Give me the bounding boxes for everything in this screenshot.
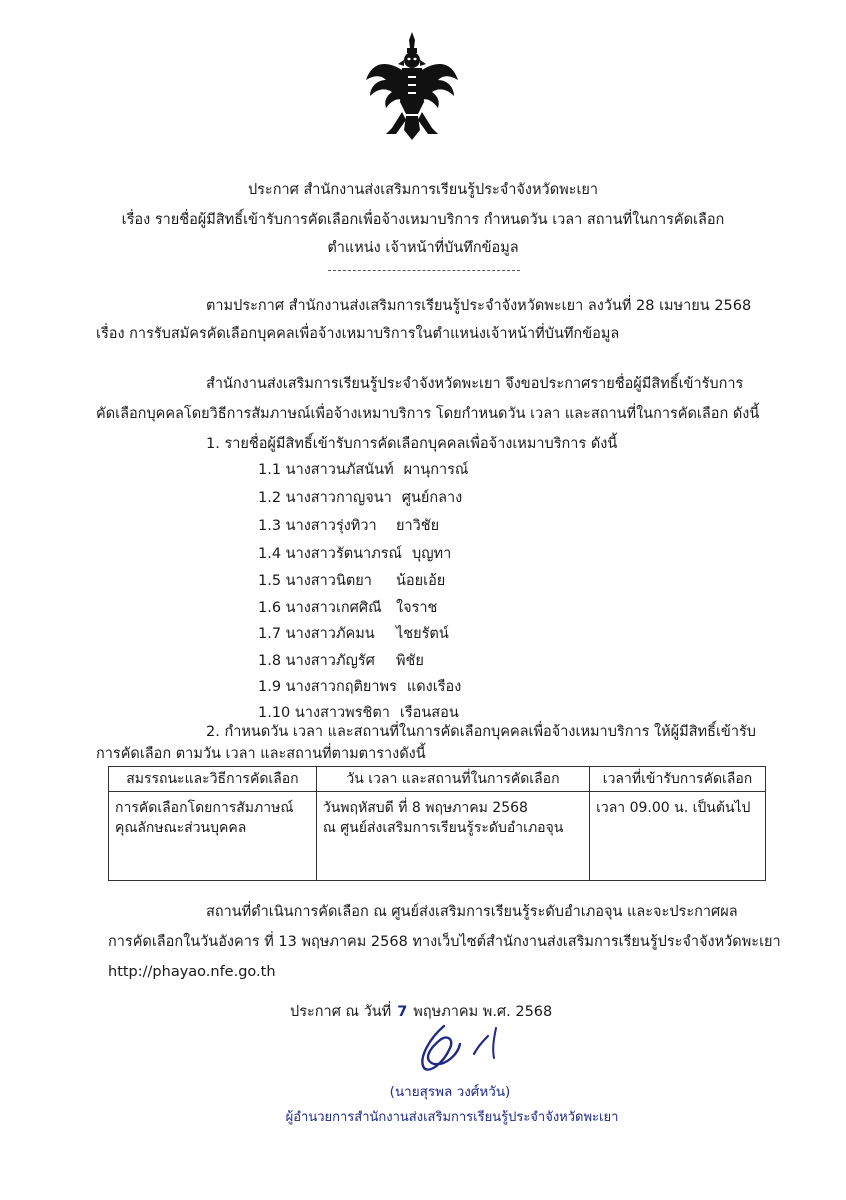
candidate-last-name: ยาวิชัย (396, 518, 440, 534)
candidate-last-name: แดงเรือง (406, 679, 462, 695)
candidate-last-name: บุญทา (412, 546, 452, 562)
candidate-first-name: 1.3 นางสาวรุ่งทิวา (258, 518, 377, 534)
candidate-first-name: 1.6 นางสาวเกศศิณี (258, 600, 382, 616)
candidate-first-name: 1.9 นางสาวกฤติยาพร (258, 679, 397, 695)
candidate-item (258, 703, 459, 723)
candidate-item (258, 544, 451, 564)
candidate-item (258, 624, 449, 644)
announcement-title: ประกาศ สำนักงานส่งเสริมการเรียนรู้ประจำจังหวัดพะเยา (247, 182, 599, 198)
announcement-position: ตำแหน่ง เจ้าหน้าที่บันทึกข้อมูล (327, 240, 519, 256)
candidate-first-name: 1.4 นางสาวรัตนาภรณ์ (258, 546, 402, 562)
candidate-last-name: พิชัย (396, 653, 424, 669)
website-link[interactable]: http://phayao.nfe.go.th (108, 964, 276, 980)
candidate-item (258, 460, 468, 480)
header-divider (328, 270, 520, 271)
candidate-item (258, 598, 437, 618)
signer-title: ผู้อำนวยการสำนักงานส่งเสริมการเรียนรู้ประจำจังหวัดพะเยา (285, 1110, 619, 1125)
table-header-row (109, 767, 766, 792)
method-line1: การคัดเลือกโดยการสัมภาษณ์ (115, 800, 294, 816)
date-line2: ณ ศูนย์ส่งเสริมการเรียนรู้ระดับอำเภอจุน (322, 820, 564, 836)
section1-heading: 1. รายชื่อผู้มีสิทธิ์เข้ารับการคัดเลือกบุคคลเพื่อจ้างเหมาบริการ ดังนี้ (206, 436, 618, 452)
method-line2: คุณลักษณะส่วนบุคคล (115, 820, 247, 836)
signature-image (400, 1018, 550, 1074)
closing-line1: สถานที่ดำเนินการคัดเลือก ณ ศูนย์ส่งเสริมการเรียนรู้ระดับอำเภอจุน และจะประกาศผล (206, 904, 738, 920)
announce-day: 7 (397, 1004, 408, 1020)
section2-line2: การคัดเลือก ตามวัน เวลา และสถานที่ตามตารางดังนี้ (96, 746, 426, 762)
table-header-time: เวลาที่เข้ารับการคัดเลือก (590, 767, 766, 792)
candidate-item (258, 516, 439, 536)
candidate-last-name: น้อยเอ้ย (396, 573, 446, 589)
candidate-first-name: 1.5 นางสาวนิตยา (258, 573, 372, 589)
table-row (109, 792, 766, 881)
table-cell-datetime (316, 792, 589, 881)
candidate-item (258, 571, 445, 591)
candidate-item (258, 677, 461, 697)
candidate-first-name: 1.2 นางสาวกาญจนา (258, 490, 392, 506)
candidate-first-name: 1.7 นางสาวภัคมน (258, 626, 375, 642)
table-cell-time (590, 792, 766, 881)
candidate-item (258, 488, 462, 508)
intro-para2-line2: คัดเลือกบุคคลโดยวิธีการสัมภาษณ์เพื่อจ้างเหมาบริการ โดยกำหนดวัน เวลา และสถานที่ในการคัดเลือก ดังนี้ (96, 406, 760, 422)
intro-para1-line2: เรื่อง การรับสมัครคัดเลือกบุคคลเพื่อจ้างเหมาบริการในตำแหน่งเจ้าหน้าที่บันทึกข้อมูล (96, 326, 620, 342)
candidate-item (258, 651, 424, 671)
closing-line2: การคัดเลือกในวันอังคาร ที่ 13 พฤษภาคม 2568 ทางเว็บไซต์สำนักงานส่งเสริมการเรียนรู้ประจำจังหวัดพะเยา (108, 934, 781, 950)
announce-suffix: พฤษภาคม พ.ศ. 2568 (413, 1004, 553, 1020)
announce-prefix: ประกาศ ณ วันที่ (290, 1004, 392, 1020)
signer-name: (นายสุรพล วงศ์หวัน) (389, 1084, 511, 1100)
intro-para2-line1: สำนักงานส่งเสริมการเรียนรู้ประจำจังหวัดพะเยา จึงขอประกาศรายชื่อผู้มีสิทธิ์เข้ารับการ (206, 376, 744, 392)
candidate-last-name: ใจราช (396, 600, 438, 616)
table-header-datetime: วัน เวลา และสถานที่ในการคัดเลือก (316, 767, 589, 792)
candidate-last-name: ไชยรัตน์ (396, 626, 449, 642)
schedule-table (108, 766, 766, 881)
candidate-first-name: 1.10 นางสาวพรชิตา (258, 705, 390, 721)
date-line1: วันพฤหัสบดี ที่ 8 พฤษภาคม 2568 (322, 800, 528, 816)
candidate-first-name: 1.8 นางสาวภัญรัศ (258, 653, 375, 669)
candidate-last-name: ศูนย์กลาง (401, 490, 463, 506)
start-time: เวลา 09.00 น. เป็นต้นไป (596, 800, 751, 816)
intro-para1-line1: ตามประกาศ สำนักงานส่งเสริมการเรียนรู้ประจำจังหวัดพะเยา ลงวันที่ 28 เมษายน 2568 (206, 298, 752, 314)
section2-line1: 2. กำหนดวัน เวลา และสถานที่ในการคัดเลือกบุคคลเพื่อจ้างเหมาบริการ ให้ผู้มีสิทธิ์เข้ารับ (206, 724, 756, 740)
candidate-last-name: เรือนสอน (399, 705, 459, 721)
candidate-first-name: 1.1 นางสาวนภัสนันท์ (258, 462, 394, 478)
table-cell-method (109, 792, 317, 881)
candidate-last-name: ผานุการณ์ (403, 462, 469, 478)
garuda-emblem-icon (362, 30, 462, 142)
table-header-method: สมรรถนะและวิธีการคัดเลือก (109, 767, 317, 792)
announcement-subject: เรื่อง รายชื่อผู้มีสิทธิ์เข้ารับการคัดเลือกเพื่อจ้างเหมาบริการ กำหนดวัน เวลา สถานที่ในการคัดเลือก (121, 212, 725, 228)
